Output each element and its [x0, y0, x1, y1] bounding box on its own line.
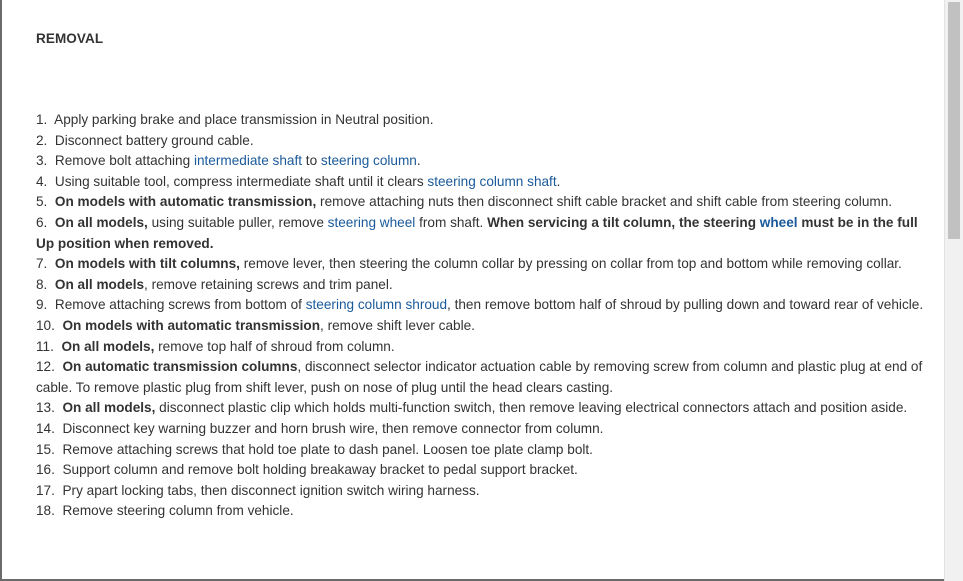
step-item	[36, 110, 936, 131]
step-text: On models with automatic transmission	[62, 317, 321, 333]
step-text: remove top half of shroud from column.	[154, 338, 395, 354]
step-text: On models with automatic transmission,	[54, 194, 317, 210]
step-item	[36, 440, 936, 461]
step-item	[36, 151, 936, 172]
step-text: Remove attaching screws that hold toe plate to dash panel. Loosen toe plate clamp bolt.	[62, 441, 593, 457]
step-item	[36, 275, 936, 296]
step-text: remove lever, then steering the column collar by pressing on collar from top and bottom while removing collar.	[239, 256, 902, 272]
step-number: 3.	[36, 153, 48, 169]
glossary-link[interactable]: steering column shroud	[305, 297, 448, 313]
glossary-link[interactable]: wheel	[759, 214, 798, 230]
step-number: 16.	[36, 462, 55, 478]
step-number: 9.	[36, 297, 48, 313]
step-item	[36, 481, 936, 502]
step-text: On automatic transmission columns	[62, 359, 298, 375]
step-text: to	[302, 153, 321, 169]
glossary-link[interactable]: steering column shaft	[427, 173, 557, 189]
step-text: On all models,	[54, 214, 148, 230]
step-text: Support column and remove bolt holding breakaway bracket to pedal support bracket.	[62, 462, 578, 478]
step-text: On all models,	[61, 338, 155, 354]
step-item	[36, 192, 936, 213]
step-text: remove attaching nuts then disconnect shift cable bracket and shift cable from steering column.	[316, 194, 893, 210]
step-number: 1.	[36, 112, 48, 127]
glossary-link[interactable]: steering wheel	[327, 214, 416, 230]
step-text: Remove attaching screws from bottom of	[54, 297, 306, 313]
glossary-link[interactable]: intermediate shaft	[193, 153, 303, 169]
step-number: 12.	[36, 359, 55, 375]
step-item	[36, 419, 936, 440]
step-text: On models with tilt columns,	[54, 256, 240, 272]
step-number: 11.	[36, 338, 54, 354]
step-item	[36, 398, 936, 419]
step-text: .	[556, 173, 561, 189]
step-text: Disconnect battery ground cable.	[54, 132, 254, 148]
step-number: 2.	[36, 132, 48, 148]
step-item	[36, 337, 936, 358]
step-text: .	[416, 153, 421, 169]
step-number: 13.	[36, 400, 55, 416]
step-number: 14.	[36, 420, 55, 436]
step-text: Apply parking brake and place transmission in Neutral position.	[54, 112, 434, 127]
step-item	[36, 295, 936, 316]
step-item	[36, 460, 936, 481]
step-text: When servicing a tilt column, the steering	[487, 214, 760, 230]
step-text: using suitable puller, remove	[147, 214, 328, 230]
step-item	[36, 254, 936, 275]
step-text: disconnect plastic clip which holds multi-function switch, then remove leaving electrical connectors attach and position aside.	[155, 400, 908, 416]
step-number: 15.	[36, 441, 55, 457]
step-item	[36, 131, 936, 152]
step-text: Disconnect key warning buzzer and horn brush wire, then remove connector from column.	[62, 420, 604, 436]
step-number: 8.	[36, 276, 48, 292]
step-text: Pry apart locking tabs, then disconnect ignition switch wiring harness.	[62, 482, 480, 498]
step-number: 10.	[36, 317, 55, 333]
step-number: 7.	[36, 256, 48, 272]
step-item	[36, 213, 936, 254]
step-number: 6.	[36, 214, 48, 230]
step-text: from shaft.	[415, 214, 488, 230]
step-number: 4.	[36, 173, 48, 189]
step-item	[36, 357, 936, 398]
step-text: Remove steering column from vehicle.	[62, 503, 294, 519]
step-text: , disconnect selector indicator actuation cable by removing screw from column and plastic plug at end of cable. To remove plastic plug from shift lever, push on nose of plug until the head clears casting.	[36, 359, 923, 395]
step-item	[36, 501, 936, 522]
step-text: , then remove bottom half of shroud by pulling down and toward rear of vehicle.	[447, 297, 924, 313]
step-item	[36, 172, 936, 193]
step-text: On all models,	[62, 400, 156, 416]
step-text: Using suitable tool, compress intermediate shaft until it clears	[54, 173, 428, 189]
step-number: 17.	[36, 482, 55, 498]
glossary-link[interactable]: steering column	[320, 153, 417, 169]
step-text: , remove shift lever cable.	[320, 317, 475, 333]
removal-steps-list	[36, 110, 936, 522]
step-number: 5.	[36, 194, 48, 210]
step-text: must be in the full Up position when removed.	[36, 214, 918, 251]
step-text: Remove bolt attaching	[54, 153, 194, 169]
scrollbar-thumb[interactable]	[948, 2, 960, 239]
step-item	[36, 316, 936, 337]
step-text: , remove retaining screws and trim panel.	[144, 276, 393, 292]
step-number: 18.	[36, 503, 55, 519]
section-title: REMOVAL	[36, 31, 104, 46]
step-text: On all models	[54, 276, 145, 292]
